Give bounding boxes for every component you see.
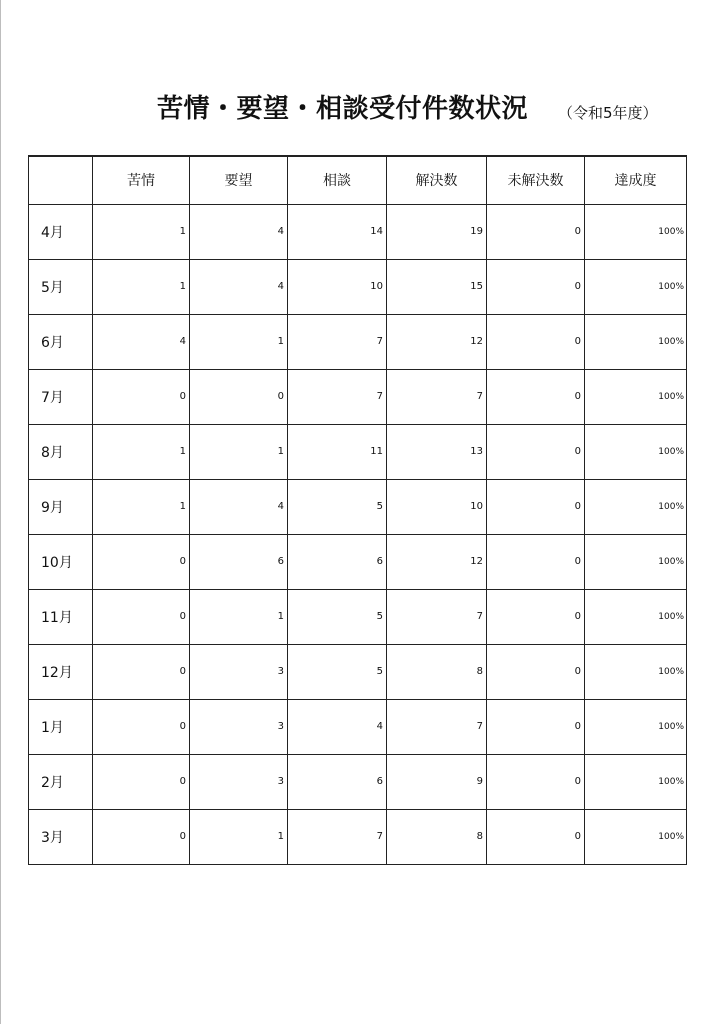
requests-cell: 4 — [190, 259, 288, 314]
requests-cell: 1 — [190, 809, 288, 864]
requests-cell: 1 — [190, 589, 288, 644]
resolved-cell: 19 — [387, 204, 487, 259]
consultations-cell: 5 — [288, 589, 387, 644]
achievement-cell: 100% — [585, 424, 687, 479]
month-cell: 7月 — [29, 369, 93, 424]
achievement-cell: 100% — [585, 754, 687, 809]
table-row — [29, 699, 687, 754]
month-cell: 2月 — [29, 754, 93, 809]
consultations-cell: 7 — [288, 809, 387, 864]
requests-cell: 3 — [190, 699, 288, 754]
unresolved-cell: 0 — [487, 809, 585, 864]
table-header-row — [29, 156, 687, 204]
unresolved-cell: 0 — [487, 479, 585, 534]
requests-cell: 1 — [190, 424, 288, 479]
month-cell: 5月 — [29, 259, 93, 314]
document-title: 苦情・要望・相談受付件数状況 — [157, 94, 529, 124]
achievement-cell: 100% — [585, 479, 687, 534]
month-column-header — [29, 156, 93, 204]
month-cell: 6月 — [29, 314, 93, 369]
table-row — [29, 754, 687, 809]
complaints-cell: 4 — [93, 314, 190, 369]
consultations-cell: 4 — [288, 699, 387, 754]
complaints-cell: 1 — [93, 479, 190, 534]
achievement-cell: 100% — [585, 809, 687, 864]
complaints-cell: 1 — [93, 204, 190, 259]
table-row — [29, 589, 687, 644]
requests-cell: 3 — [190, 754, 288, 809]
fiscal-year-label: （令和5年度） — [558, 104, 658, 122]
consultations-cell: 14 — [288, 204, 387, 259]
table-row — [29, 369, 687, 424]
requests-cell: 0 — [190, 369, 288, 424]
consultations-cell: 7 — [288, 314, 387, 369]
unresolved-cell: 0 — [487, 369, 585, 424]
table-row — [29, 259, 687, 314]
complaints-cell: 0 — [93, 754, 190, 809]
requests-column-header: 要望 — [190, 156, 288, 204]
table-row — [29, 534, 687, 589]
achievement-cell: 100% — [585, 314, 687, 369]
resolved-cell: 9 — [387, 754, 487, 809]
month-cell: 9月 — [29, 479, 93, 534]
complaints-cell: 1 — [93, 424, 190, 479]
unresolved-column-header: 未解決数 — [487, 156, 585, 204]
month-cell: 11月 — [29, 589, 93, 644]
resolved-cell: 7 — [387, 699, 487, 754]
complaints-cell: 0 — [93, 589, 190, 644]
complaint-statistics-table — [28, 155, 687, 865]
consultations-cell: 7 — [288, 369, 387, 424]
resolved-cell: 7 — [387, 369, 487, 424]
month-cell: 10月 — [29, 534, 93, 589]
requests-cell: 4 — [190, 204, 288, 259]
achievement-cell: 100% — [585, 699, 687, 754]
complaints-cell: 0 — [93, 369, 190, 424]
achievement-cell: 100% — [585, 534, 687, 589]
complaints-cell: 0 — [93, 699, 190, 754]
complaints-column-header: 苦情 — [93, 156, 190, 204]
month-cell: 8月 — [29, 424, 93, 479]
table-row — [29, 479, 687, 534]
resolved-cell: 10 — [387, 479, 487, 534]
requests-cell: 6 — [190, 534, 288, 589]
achievement-column-header: 達成度 — [585, 156, 687, 204]
complaints-cell: 0 — [93, 644, 190, 699]
achievement-cell: 100% — [585, 204, 687, 259]
resolved-column-header: 解決数 — [387, 156, 487, 204]
unresolved-cell: 0 — [487, 699, 585, 754]
resolved-cell: 8 — [387, 644, 487, 699]
table-row — [29, 809, 687, 864]
unresolved-cell: 0 — [487, 314, 585, 369]
requests-cell: 3 — [190, 644, 288, 699]
unresolved-cell: 0 — [487, 534, 585, 589]
table-row — [29, 644, 687, 699]
requests-cell: 4 — [190, 479, 288, 534]
consultations-cell: 6 — [288, 754, 387, 809]
month-cell: 12月 — [29, 644, 93, 699]
table-row — [29, 204, 687, 259]
consultations-column-header: 相談 — [288, 156, 387, 204]
resolved-cell: 12 — [387, 534, 487, 589]
scan-edge-line — [0, 0, 1, 1024]
complaints-cell: 1 — [93, 259, 190, 314]
unresolved-cell: 0 — [487, 259, 585, 314]
unresolved-cell: 0 — [487, 424, 585, 479]
resolved-cell: 12 — [387, 314, 487, 369]
achievement-cell: 100% — [585, 589, 687, 644]
month-cell: 3月 — [29, 809, 93, 864]
consultations-cell: 10 — [288, 259, 387, 314]
unresolved-cell: 0 — [487, 204, 585, 259]
resolved-cell: 15 — [387, 259, 487, 314]
resolved-cell: 8 — [387, 809, 487, 864]
consultations-cell: 6 — [288, 534, 387, 589]
resolved-cell: 7 — [387, 589, 487, 644]
achievement-cell: 100% — [585, 369, 687, 424]
month-cell: 4月 — [29, 204, 93, 259]
unresolved-cell: 0 — [487, 589, 585, 644]
table-row — [29, 314, 687, 369]
month-cell: 1月 — [29, 699, 93, 754]
consultations-cell: 5 — [288, 479, 387, 534]
complaints-cell: 0 — [93, 809, 190, 864]
requests-cell: 1 — [190, 314, 288, 369]
consultations-cell: 5 — [288, 644, 387, 699]
achievement-cell: 100% — [585, 259, 687, 314]
achievement-cell: 100% — [585, 644, 687, 699]
unresolved-cell: 0 — [487, 754, 585, 809]
consultations-cell: 11 — [288, 424, 387, 479]
unresolved-cell: 0 — [487, 644, 585, 699]
table-row — [29, 424, 687, 479]
complaints-cell: 0 — [93, 534, 190, 589]
resolved-cell: 13 — [387, 424, 487, 479]
